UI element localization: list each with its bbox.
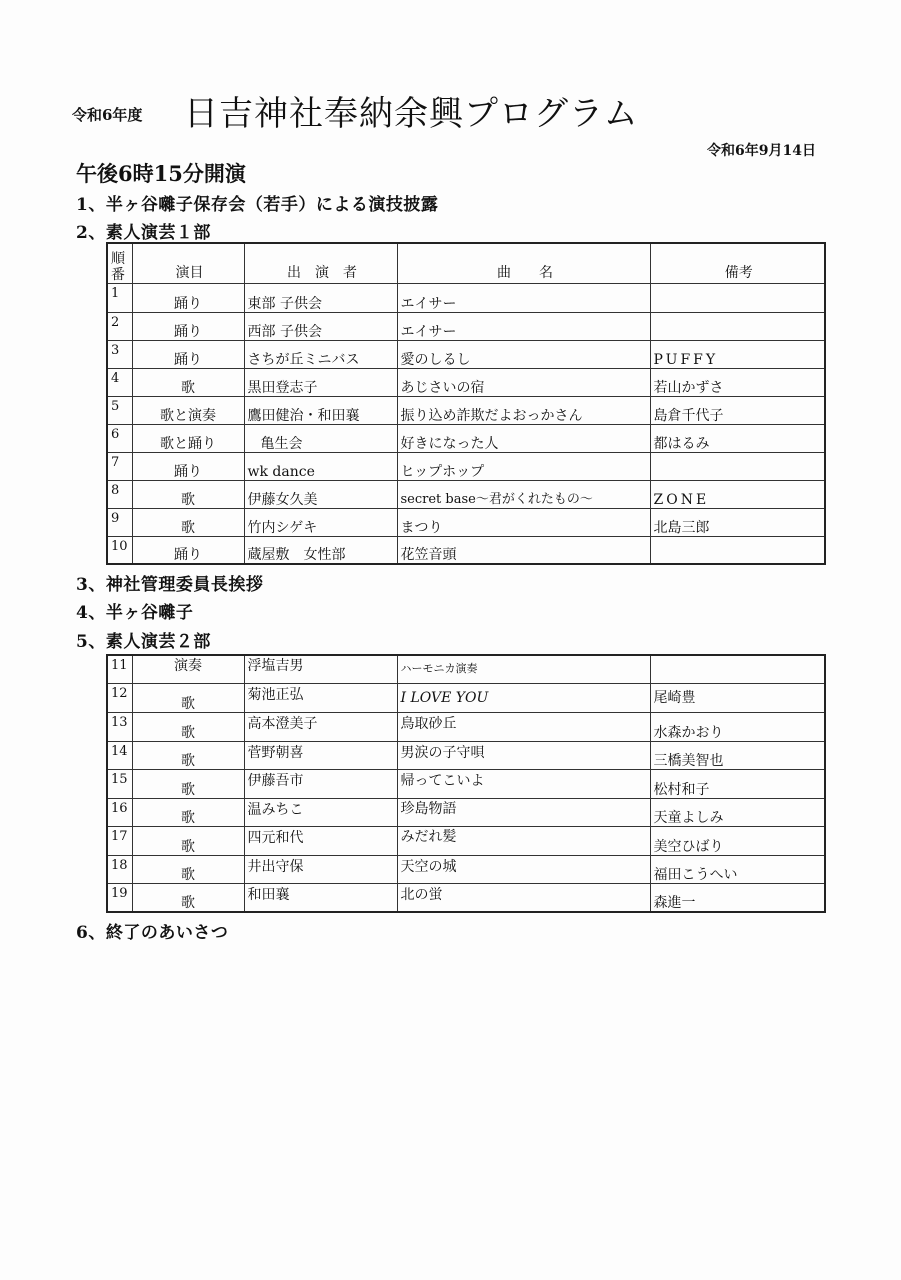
row-song: 鳥取砂丘 bbox=[397, 712, 650, 741]
program-item-6: 6、終了のあいさつ bbox=[76, 923, 229, 943]
row-performer: 四元和代 bbox=[244, 826, 397, 855]
row-song: 好きになった人 bbox=[397, 424, 650, 452]
row-number: 8 bbox=[107, 480, 132, 508]
row-performer: 井出守保 bbox=[244, 855, 397, 883]
start-time: 午後6時15分開演 bbox=[76, 161, 246, 186]
row-note bbox=[650, 536, 825, 564]
event-date: 令和6年9月14日 bbox=[707, 143, 816, 159]
program-item-2: 2、素人演芸１部 bbox=[76, 223, 211, 243]
row-act: 歌 bbox=[132, 741, 244, 769]
row-performer: wk dance bbox=[244, 452, 397, 480]
row-performer: 高本澄美子 bbox=[244, 712, 397, 741]
row-song: secret base〜君がくれたもの〜 bbox=[397, 480, 650, 508]
row-act: 歌 bbox=[132, 826, 244, 855]
program-item-1: 1、半ヶ谷囃子保存会（若手）による演技披露 bbox=[76, 195, 439, 215]
table-row bbox=[107, 712, 825, 741]
row-song: 帰ってこいよ bbox=[397, 769, 650, 798]
row-song: I LOVE YOU bbox=[397, 683, 650, 712]
row-number: 4 bbox=[107, 368, 132, 396]
row-song: 愛のしるし bbox=[397, 340, 650, 368]
row-act: 歌 bbox=[132, 368, 244, 396]
row-performer: 温みちこ bbox=[244, 798, 397, 826]
table-row bbox=[107, 855, 825, 883]
row-note bbox=[650, 655, 825, 683]
row-performer: 伊藤吾市 bbox=[244, 769, 397, 798]
row-act: 踊り bbox=[132, 312, 244, 340]
row-act: 歌と演奏 bbox=[132, 396, 244, 424]
table-row bbox=[107, 283, 825, 312]
table-row bbox=[107, 798, 825, 826]
row-song: まつり bbox=[397, 508, 650, 536]
header-act: 演目 bbox=[132, 243, 244, 283]
program-item-5: 5、素人演芸２部 bbox=[76, 632, 211, 652]
row-number: 14 bbox=[107, 741, 132, 769]
row-number: 19 bbox=[107, 883, 132, 912]
row-number: 2 bbox=[107, 312, 132, 340]
row-note: 尾崎豊 bbox=[650, 683, 825, 712]
table-row bbox=[107, 312, 825, 340]
row-note bbox=[650, 312, 825, 340]
row-act: 踊り bbox=[132, 283, 244, 312]
row-number: 18 bbox=[107, 855, 132, 883]
row-number: 5 bbox=[107, 396, 132, 424]
table-row bbox=[107, 741, 825, 769]
row-song: ハーモニカ演奏 bbox=[397, 655, 650, 683]
row-act: 歌 bbox=[132, 769, 244, 798]
row-number: 10 bbox=[107, 536, 132, 564]
row-act: 歌 bbox=[132, 508, 244, 536]
row-note: ZONE bbox=[650, 480, 825, 508]
row-note: 福田こうへい bbox=[650, 855, 825, 883]
table-row bbox=[107, 424, 825, 452]
header-song: 曲 名 bbox=[397, 243, 650, 283]
row-note: 美空ひばり bbox=[650, 826, 825, 855]
row-performer: 菊池正弘 bbox=[244, 683, 397, 712]
row-note: 天童よしみ bbox=[650, 798, 825, 826]
row-performer: 東部 子供会 bbox=[244, 283, 397, 312]
row-performer: 和田襄 bbox=[244, 883, 397, 912]
row-number: 12 bbox=[107, 683, 132, 712]
part2-table bbox=[106, 654, 826, 913]
row-performer: 伊藤女久美 bbox=[244, 480, 397, 508]
row-performer: 菅野朝喜 bbox=[244, 741, 397, 769]
table-row bbox=[107, 508, 825, 536]
row-song: 北の蛍 bbox=[397, 883, 650, 912]
table-row bbox=[107, 340, 825, 368]
table-row bbox=[107, 396, 825, 424]
row-act: 歌と踊り bbox=[132, 424, 244, 452]
row-act: 踊り bbox=[132, 340, 244, 368]
row-performer: 西部 子供会 bbox=[244, 312, 397, 340]
row-note: PUFFY bbox=[650, 340, 825, 368]
row-performer: 蔵屋敷 女性部 bbox=[244, 536, 397, 564]
part1-table bbox=[106, 242, 826, 565]
row-note: 若山かずさ bbox=[650, 368, 825, 396]
row-number: 1 bbox=[107, 283, 132, 312]
row-note: 北島三郎 bbox=[650, 508, 825, 536]
table-row bbox=[107, 655, 825, 683]
row-performer: 浮塩吉男 bbox=[244, 655, 397, 683]
table-header-row bbox=[107, 243, 825, 283]
row-song: 花笠音頭 bbox=[397, 536, 650, 564]
program-item-4: 4、半ヶ谷囃子 bbox=[76, 603, 194, 623]
table-row bbox=[107, 452, 825, 480]
row-note: 三橋美智也 bbox=[650, 741, 825, 769]
header-performer: 出 演 者 bbox=[244, 243, 397, 283]
row-performer: 亀生会 bbox=[244, 424, 397, 452]
row-note bbox=[650, 283, 825, 312]
row-song: 天空の城 bbox=[397, 855, 650, 883]
table-row bbox=[107, 536, 825, 564]
row-song: 珍島物語 bbox=[397, 798, 650, 826]
row-note: 水森かおり bbox=[650, 712, 825, 741]
row-performer: 黒田登志子 bbox=[244, 368, 397, 396]
row-song: ヒップホップ bbox=[397, 452, 650, 480]
row-performer: 竹内シゲキ bbox=[244, 508, 397, 536]
row-act: 歌 bbox=[132, 480, 244, 508]
row-song: みだれ髪 bbox=[397, 826, 650, 855]
row-act: 演奏 bbox=[132, 655, 244, 683]
row-act: 踊り bbox=[132, 452, 244, 480]
row-performer: さちが丘ミニバス bbox=[244, 340, 397, 368]
row-song: 男涙の子守唄 bbox=[397, 741, 650, 769]
row-act: 歌 bbox=[132, 855, 244, 883]
row-note: 森進一 bbox=[650, 883, 825, 912]
row-number: 11 bbox=[107, 655, 132, 683]
table-row bbox=[107, 883, 825, 912]
row-note: 松村和子 bbox=[650, 769, 825, 798]
table-row bbox=[107, 826, 825, 855]
row-number: 3 bbox=[107, 340, 132, 368]
row-song: エイサー bbox=[397, 312, 650, 340]
row-act: 踊り bbox=[132, 536, 244, 564]
row-number: 6 bbox=[107, 424, 132, 452]
row-song: 振り込め詐欺だよおっかさん bbox=[397, 396, 650, 424]
row-song: あじさいの宿 bbox=[397, 368, 650, 396]
header-order: 順 番 bbox=[107, 243, 132, 283]
row-act: 歌 bbox=[132, 798, 244, 826]
row-note: 都はるみ bbox=[650, 424, 825, 452]
row-performer: 鷹田健治・和田襄 bbox=[244, 396, 397, 424]
header-note: 備考 bbox=[650, 243, 825, 283]
row-number: 9 bbox=[107, 508, 132, 536]
row-number: 7 bbox=[107, 452, 132, 480]
row-act: 歌 bbox=[132, 712, 244, 741]
program-item-3: 3、神社管理委員長挨拶 bbox=[76, 575, 264, 595]
table-row bbox=[107, 480, 825, 508]
table-row bbox=[107, 368, 825, 396]
table-row bbox=[107, 683, 825, 712]
row-act: 歌 bbox=[132, 883, 244, 912]
page-title: 日吉神社奉納余興プログラム bbox=[184, 94, 639, 134]
table-row bbox=[107, 769, 825, 798]
row-number: 16 bbox=[107, 798, 132, 826]
fiscal-year-label: 令和6年度 bbox=[72, 106, 143, 124]
row-note: 島倉千代子 bbox=[650, 396, 825, 424]
row-number: 17 bbox=[107, 826, 132, 855]
row-number: 13 bbox=[107, 712, 132, 741]
row-note bbox=[650, 452, 825, 480]
row-number: 15 bbox=[107, 769, 132, 798]
row-song: エイサー bbox=[397, 283, 650, 312]
row-act: 歌 bbox=[132, 683, 244, 712]
